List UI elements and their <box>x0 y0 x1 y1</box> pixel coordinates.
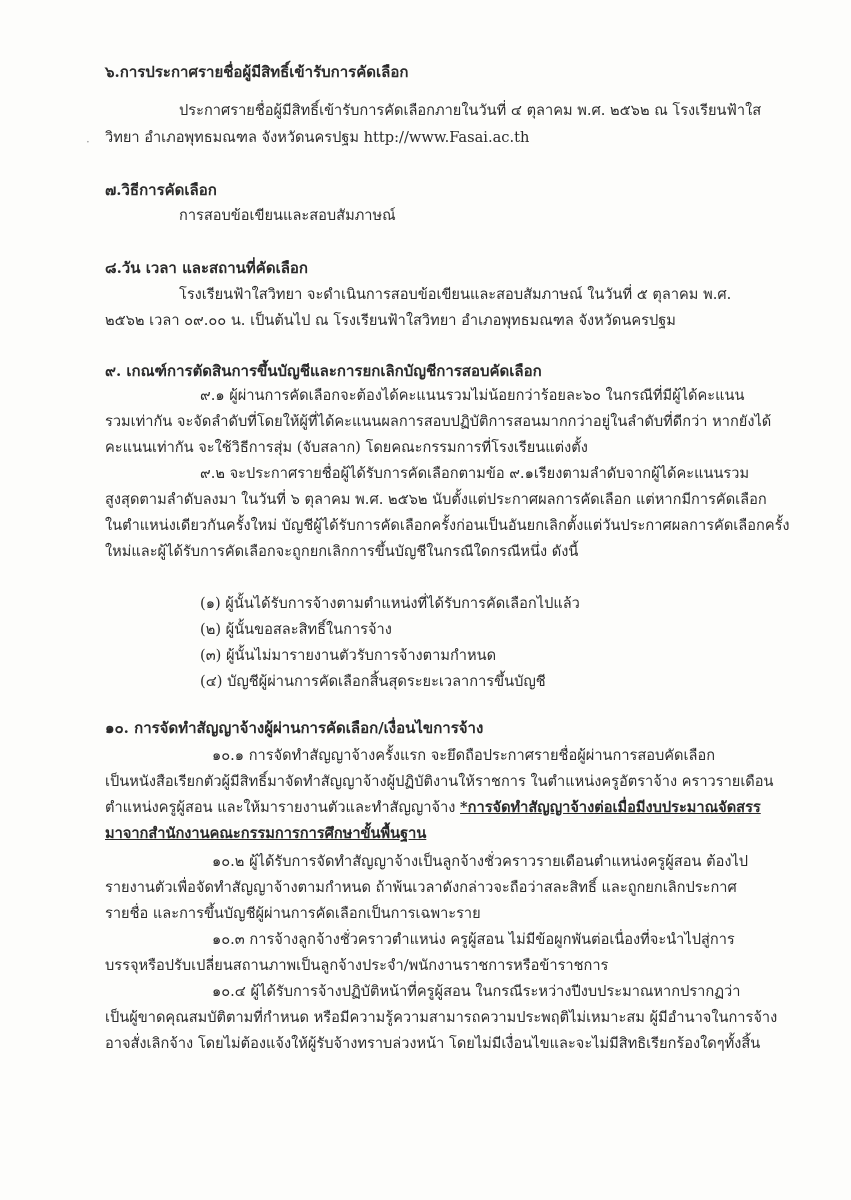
section-10-heading: ๑๐. การจัดทำสัญญาจ้างผู้ผ่านการคัดเลือก/เงื่อนไขการจ้าง <box>105 719 484 737</box>
section-10-1-line-2: เป็นหนังสือเรียกตัวผู้มีสิทธิ์มาจัดทำสัญญาจ้างผู้ปฏิบัติงานให้ราชการ ในตำแหน่งครูอัตราจ้าง คราวรายเดือน <box>105 773 774 790</box>
list-item-3: (๓) ผู้นั้นไม่มารายงานตัวรับการจ้างตามกำหนด <box>200 647 497 664</box>
section-10-1-line-1: ๑๐.๑ การจัดทำสัญญาจ้างครั้งแรก จะยึดถือประกาศรายชื่อผู้ผ่านการสอบคัดเลือก <box>212 747 716 764</box>
section-6-text-line-2: วิทยา อำเภอพุทธมณฑล จังหวัดนครปฐม http://www.Fasai.ac.th <box>105 129 530 146</box>
section-7-text: การสอบข้อเขียนและสอบสัมภาษณ์ <box>179 207 396 224</box>
section-9-1-line-1: ๙.๑ ผู้ผ่านการคัดเลือกจะต้องได้คะแนนรวมไม่น้อยกว่าร้อยละ๖๐ ในกรณีที่มีผู้ได้คะแนน <box>200 387 745 404</box>
section-9-1-line-2: รวมเท่ากัน จะจัดลำดับที่โดยให้ผู้ที่ได้คะแนนผลการสอบปฏิบัติการสอนมากกว่าอยู่ในลำดับที่ดีกว่า หากยังได้ <box>105 413 772 430</box>
scan-mark: · <box>86 135 90 149</box>
section-6-heading: ๖.การประกาศรายชื่อผู้มีสิทธิ์เข้ารับการคัดเลือก <box>105 63 409 81</box>
section-10-4-line-3: อาจสั่งเลิกจ้าง โดยไม่ต้องแจ้งให้ผู้รับจ้างทราบล่วงหน้า โดยไม่มีเงื่อนไขและจะไม่มีสิทธิเรียกร้องใดๆทั้งสิ้น <box>105 1035 761 1052</box>
section-8-text-line-2: ๒๕๖๒ เวลา ๐๙.๐๐ น. เป็นต้นไป ณ โรงเรียนฟ้าใสวิทยา อำเภอพุทธมณฑล จังหวัดนครปฐม <box>105 312 676 329</box>
section-10-3-line-1: ๑๐.๓ การจ้างลูกจ้างชั่วคราวตำแหน่ง ครูผู้สอน ไม่มีข้อผูกพันต่อเนื่องที่จะนำไปสู่การ <box>212 931 735 948</box>
section-10-1-text: ตำแหน่งครูผู้สอน และให้มารายงานตัวและทำสัญญาจ้าง <box>105 799 461 816</box>
section-9-1-line-3: คะแนนเท่ากัน จะใช้วิธีการสุ่ม (จับสลาก) โดยคณะกรรมการที่โรงเรียนแต่งตั้ง <box>105 439 588 456</box>
list-item-2: (๒) ผู้นั้นขอสละสิทธิ์ในการจ้าง <box>200 621 392 638</box>
section-8-text-line-1: โรงเรียนฟ้าใสวิทยา จะดำเนินการสอบข้อเขียนและสอบสัมภาษณ์ ในวันที่ ๕ ตุลาคม พ.ศ. <box>179 286 732 303</box>
section-7-heading: ๗.วิธีการคัดเลือก <box>105 181 217 199</box>
section-10-4-line-1: ๑๐.๔ ผู้ได้รับการจ้างปฏิบัติหน้าที่ครูผู้สอน ในกรณีระหว่างปีงบประมาณหากปรากฏว่า <box>212 983 741 1000</box>
section-10-2-line-3: รายชื่อ และการขึ้นบัญชีผู้ผ่านการคัดเลือกเป็นการเฉพาะราย <box>105 905 481 922</box>
section-9-2-line-1: ๙.๒ จะประกาศรายชื่อผู้ได้รับการคัดเลือกตามข้อ ๙.๑เรียงตามลำดับจากผู้ได้คะแนนรวม <box>200 465 750 482</box>
budget-note-underlined-line-2: มาจากสำนักงานคณะกรรมการการศึกษาขั้นพื้นฐาน <box>105 825 427 842</box>
section-9-heading: ๙. เกณฑ์การตัดสินการขึ้นบัญชีและการยกเลิกบัญชีการสอบคัดเลือก <box>105 362 542 380</box>
section-10-4-line-2: เป็นผู้ขาดคุณสมบัติตามที่กำหนด หรือมีความรู้ความสามารถความประพฤติไม่เหมาะสม ผู้มีอำนาจในการจ้าง <box>105 1009 778 1026</box>
list-item-4: (๔) บัญชีผู้ผ่านการคัดเลือกสิ้นสุดระยะเวลาการขึ้นบัญชี <box>200 673 546 690</box>
section-10-3-line-2: บรรจุหรือปรับเปลี่ยนสถานภาพเป็นลูกจ้างประจำ/พนักงานราชการหรือข้าราชการ <box>105 957 609 974</box>
section-9-2-line-2: สูงสุดตามลำดับลงมา ในวันที่ ๖ ตุลาคม พ.ศ. ๒๕๖๒ นับตั้งแต่ประกาศผลการคัดเลือก แต่หากมีการคัดเลือก <box>105 491 767 508</box>
section-9-2-line-4: ใหม่และผู้ได้รับการคัดเลือกจะถูกยกเลิกการขึ้นบัญชีในกรณีใดกรณีหนึ่ง ดังนี้ <box>105 543 579 560</box>
list-item-1: (๑) ผู้นั้นได้รับการจ้างตามตำแหน่งที่ได้รับการคัดเลือกไปแล้ว <box>200 595 580 612</box>
section-9-2-line-3: ในตำแหน่งเดียวกันครั้งใหม่ บัญชีผู้ได้รับการคัดเลือกครั้งก่อนเป็นอันยกเลิกตั้งแต่วันประกาศผลการคัดเลือกครั้ง <box>105 517 790 534</box>
section-10-1-line-3 <box>105 798 761 818</box>
section-10-2-line-1: ๑๐.๒ ผู้ได้รับการจัดทำสัญญาจ้างเป็นลูกจ้างชั่วคราวรายเดือนตำแหน่งครูผู้สอน ต้องไป <box>212 853 749 870</box>
section-10-2-line-2: รายงานตัวเพื่อจัดทำสัญญาจ้างตามกำหนด ถ้าพ้นเวลาดังกล่าวจะถือว่าสละสิทธิ์ และถูกยกเลิกประกาศ <box>105 879 737 896</box>
section-6-text-line-1: ประกาศรายชื่อผู้มีสิทธิ์เข้ารับการคัดเลือกภายในวันที่ ๔ ตุลาคม พ.ศ. ๒๕๖๒ ณ โรงเรียนฟ้าใส <box>179 102 762 119</box>
section-8-heading: ๘.วัน เวลา และสถานที่คัดเลือก <box>105 259 308 277</box>
budget-note-underlined: *การจัดทำสัญญาจ้างต่อเมื่อมีงบประมาณจัดสรร <box>460 799 761 816</box>
